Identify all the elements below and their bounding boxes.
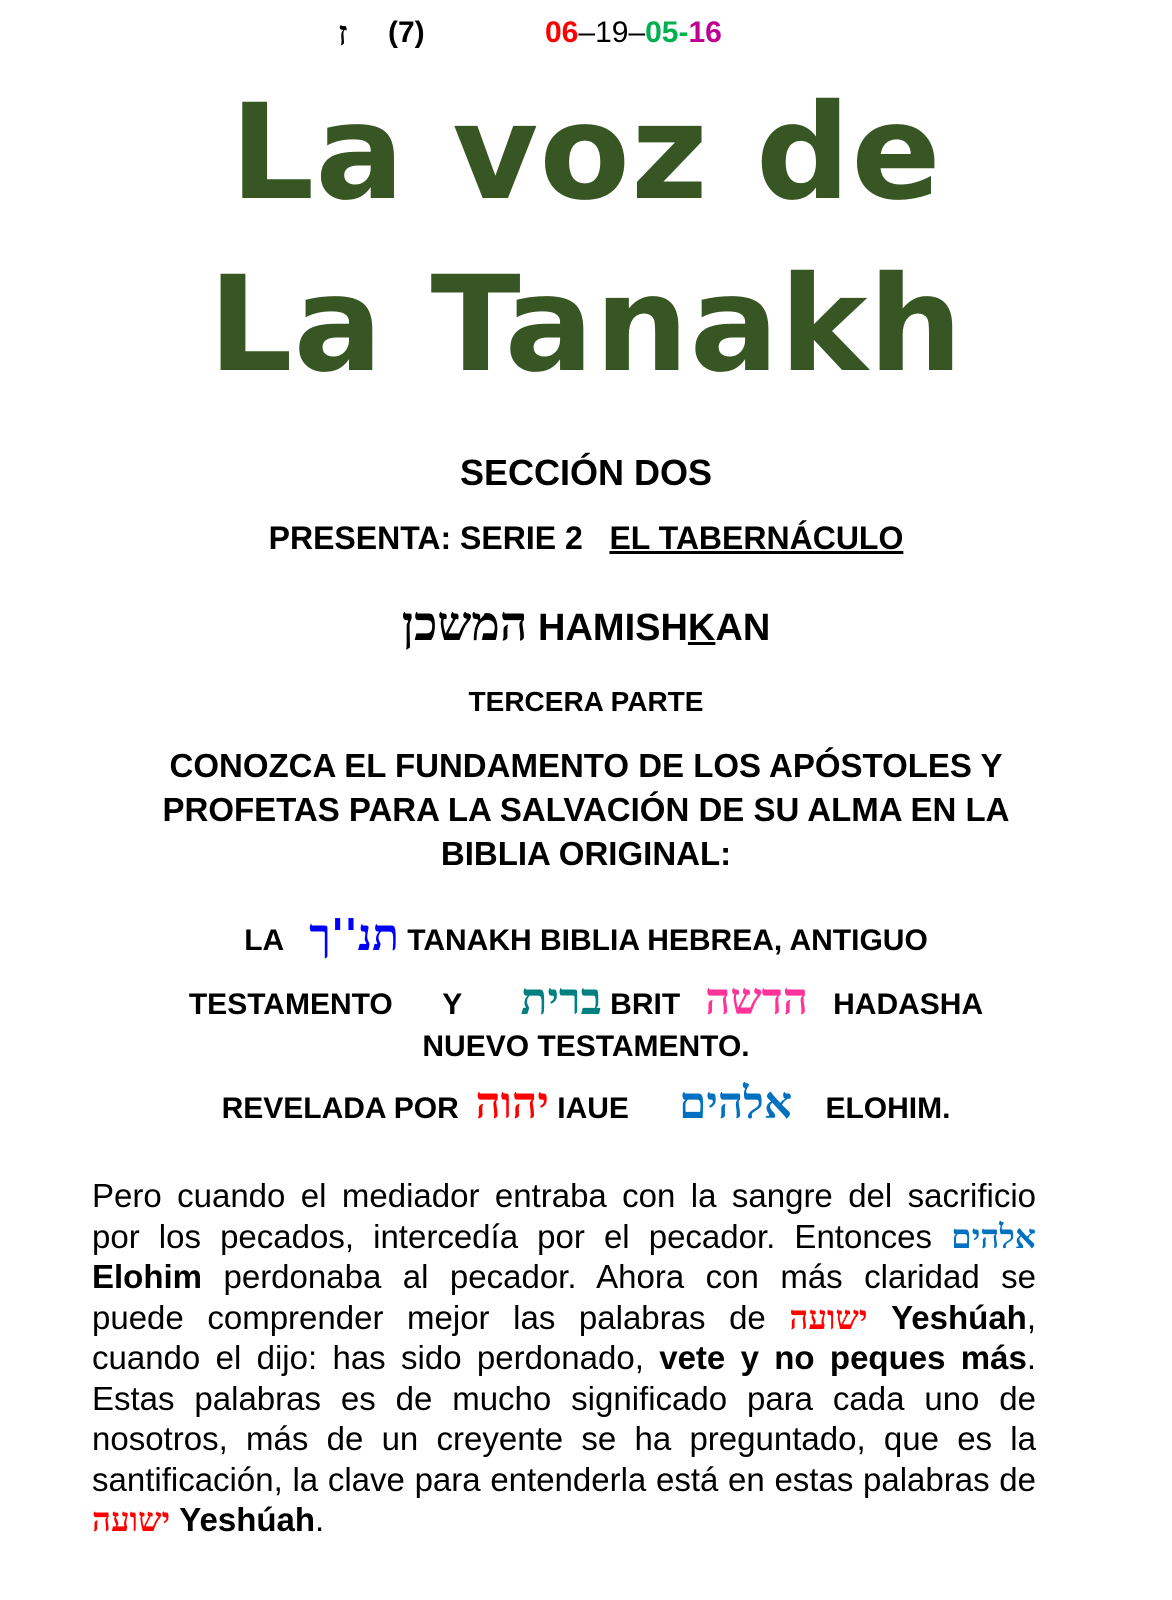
revelada-line: REVELADA POR יהוה IAUE אלהים ELOHIM. (221, 1078, 951, 1129)
conozca-heading: CONOZCA EL FUNDAMENTO DE LOS APÓSTOLES Y PROFETAS PARA LA SALVACIÓN DE SU ALMA EN LA BIBLIA ORIGINAL: (162, 747, 1010, 872)
mishkan-line (0, 596, 1172, 652)
elohim-hebrew: אלהים (678, 1078, 793, 1129)
hebrew-page-letter: ז (338, 14, 348, 54)
body-paragraph: Pero cuando el mediador entraba con la sangre del sacrificio por los pecados, intercedía por el pecador. Entonces אלהים Elohim perdonaba al pecador. Ahora con más claridad se puede comprender mejor las palabras de ישועה Yeshúah, cuando el dijo: has sido perdonado, vete y no peques más. Estas palabras es de mucho significado para cada uno de nosotros, más de un creyente se ha preguntado, que es la santificación, la clave para entenderla está en estas palabras de ישועה Yeshúah. (92, 1177, 1037, 1539)
page-number: (7) (388, 16, 425, 49)
presenta-prefix: PRESENTA: SERIE 2 (268, 520, 583, 556)
nuevo-testamento: NUEVO TESTAMENTO. (422, 1030, 750, 1063)
section-heading: SECCIÓN DOS (459, 452, 713, 493)
elohim-hebrew-inline: אלהים (951, 1216, 1036, 1256)
presenta-underlined: EL TABERNÁCULO (609, 520, 904, 556)
presenta-line (0, 520, 1172, 557)
mishkan-latin: HAMISHKAN (538, 607, 771, 649)
yeshua-hebrew-inline-1: ישועה (789, 1297, 868, 1337)
testamento-line: TESTAMENTO Y ברית BRIT הדשה HADASHA (188, 974, 984, 1025)
tercera-parte: TERCERA PARTE (468, 686, 704, 717)
iaue-hebrew: יהוה (475, 1078, 549, 1129)
tanakh-line: LA תנ''ך TANAKH BIBLIA HEBREA, ANTIGUO (244, 910, 928, 961)
mishkan-hebrew: המשכן (401, 596, 528, 652)
title-line-1: La voz de (230, 76, 942, 230)
yeshua-hebrew-inline-2: ישועה (92, 1500, 171, 1539)
brit-hebrew: ברית (520, 974, 602, 1025)
hadasha-hebrew: הדשה (705, 974, 809, 1025)
title-line-2: La Tanakh (208, 248, 964, 402)
tanakh-hebrew: תנ''ך (309, 910, 399, 961)
date-code: 06–19–05-16 (545, 16, 722, 49)
